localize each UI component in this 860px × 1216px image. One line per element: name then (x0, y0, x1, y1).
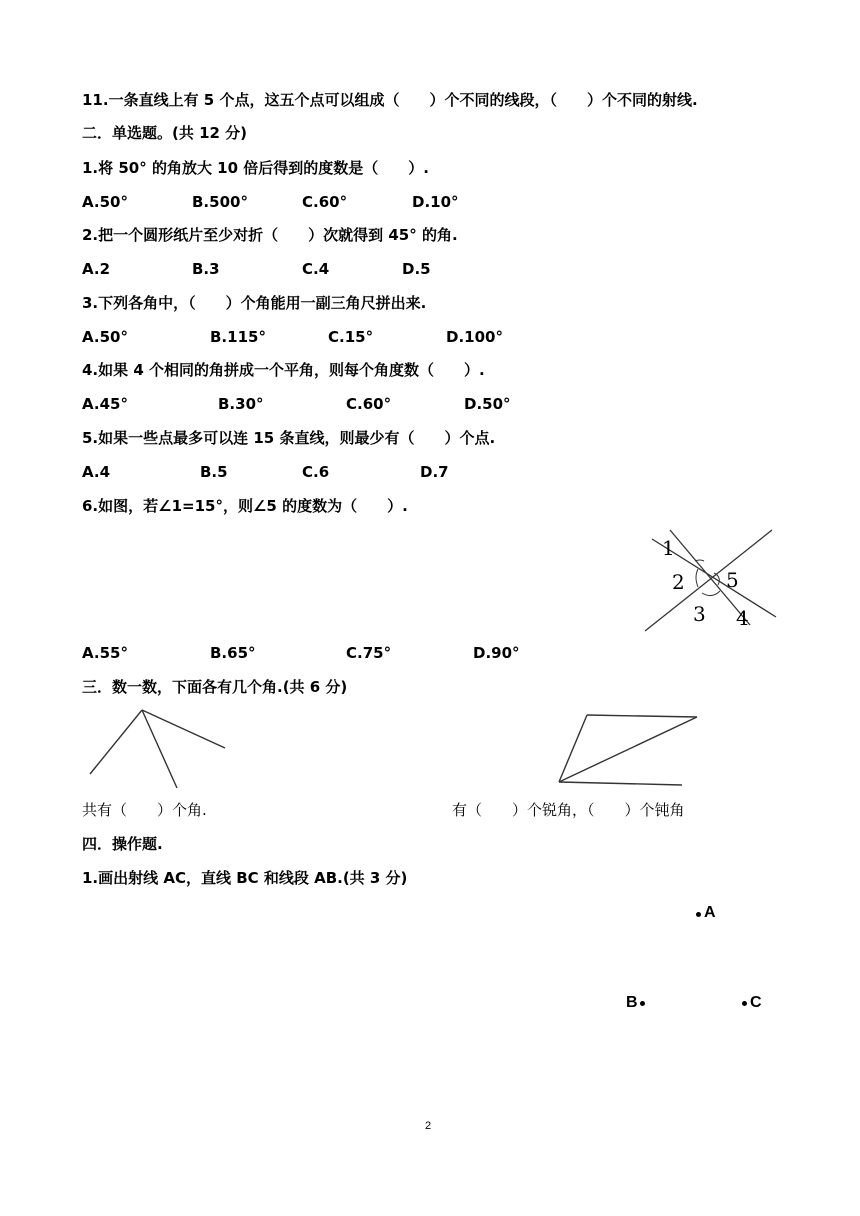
point-b-label: B (626, 994, 638, 1011)
point-c-label: C (750, 994, 762, 1011)
angle-figure (640, 525, 780, 637)
mc1-option-a: A.50° (82, 193, 128, 211)
ray-figure (82, 700, 242, 800)
mc5-option-c: C.6 (302, 463, 330, 481)
question-11: 11.一条直线上有 5 个点，这五个点可以组成（ ）个不同的线段，（ ）个不同的射线. (82, 91, 698, 109)
ray-3 (142, 710, 225, 748)
angle-arc-2 (696, 569, 698, 587)
mc1-option-b: B.500° (192, 193, 248, 211)
triangle-side-4 (559, 782, 682, 785)
mc4-option-b: B.30° (218, 395, 264, 413)
point-a-dot (696, 912, 701, 917)
mc4-option-d: D.50° (464, 395, 511, 413)
mc-question-4: 4.如果 4 个相同的角拼成一个平角，则每个角度数（ ）. (82, 361, 485, 379)
triangle-side-3 (559, 717, 697, 782)
mc1-option-c: C.60° (302, 193, 348, 211)
count-left: 共有（ ）个角. (82, 801, 207, 819)
mc4-option-c: C.60° (346, 395, 392, 413)
angle-label-1: 1 (662, 536, 675, 560)
section-4-heading: 四．操作题. (82, 835, 163, 853)
mc3-option-b: B.115° (210, 328, 266, 346)
angle-label-4: 4 (736, 606, 749, 630)
mc6-option-b: B.65° (210, 644, 256, 662)
mc2-option-c: C.4 (302, 260, 330, 278)
point-c-dot (742, 1001, 747, 1006)
point-b-dot (640, 1001, 645, 1006)
mc5-option-d: D.7 (420, 463, 449, 481)
mc1-option-d: D.10° (412, 193, 459, 211)
triangle-side-2 (559, 715, 587, 782)
ray-2 (142, 710, 177, 788)
mc-question-6: 6.如图，若∠1=15°，则∠5 的度数为（ ）. (82, 497, 408, 515)
mc5-option-a: A.4 (82, 463, 111, 481)
mc2-option-a: A.2 (82, 260, 111, 278)
triangle-figure (555, 710, 705, 790)
angle-label-2: 2 (672, 570, 685, 594)
mc6-option-a: A.55° (82, 644, 128, 662)
mc3-option-a: A.50° (82, 328, 128, 346)
ray-1 (90, 710, 142, 774)
mc2-option-d: D.5 (402, 260, 431, 278)
angle-label-5: 5 (726, 568, 739, 592)
angle-arc-1 (695, 560, 704, 561)
mc-question-5: 5.如果一些点最多可以连 15 条直线，则最少有（ ）个点. (82, 429, 496, 447)
mc6-option-c: C.75° (346, 644, 392, 662)
section-2-heading: 二．单选题。(共 12 分) (82, 124, 248, 142)
mc-question-1: 1.将 50° 的角放大 10 倍后得到的度数是（ ）. (82, 159, 429, 177)
operation-question-1: 1.画出射线 AC，直线 BC 和线段 AB.(共 3 分) (82, 869, 408, 887)
angle-label-3: 3 (693, 602, 706, 626)
triangle-side-1 (587, 715, 697, 717)
mc6-option-d: D.90° (473, 644, 520, 662)
mc-question-2: 2.把一个圆形纸片至少对折（ ）次就得到 45° 的角. (82, 226, 458, 244)
angle-arc-3 (702, 591, 720, 596)
page-number: 2 (425, 1120, 432, 1132)
mc4-option-a: A.45° (82, 395, 128, 413)
mc2-option-b: B.3 (192, 260, 220, 278)
section-3-heading: 三．数一数，下面各有几个角.(共 6 分) (82, 678, 348, 696)
mc5-option-b: B.5 (200, 463, 228, 481)
count-right: 有（ ）个锐角，（ ）个钝角 (452, 801, 685, 819)
mc-question-3: 3.下列各角中，（ ）个角能用一副三角尺拼出来. (82, 294, 427, 312)
mc3-option-d: D.100° (446, 328, 503, 346)
point-a-label: A (704, 904, 716, 921)
mc3-option-c: C.15° (328, 328, 374, 346)
